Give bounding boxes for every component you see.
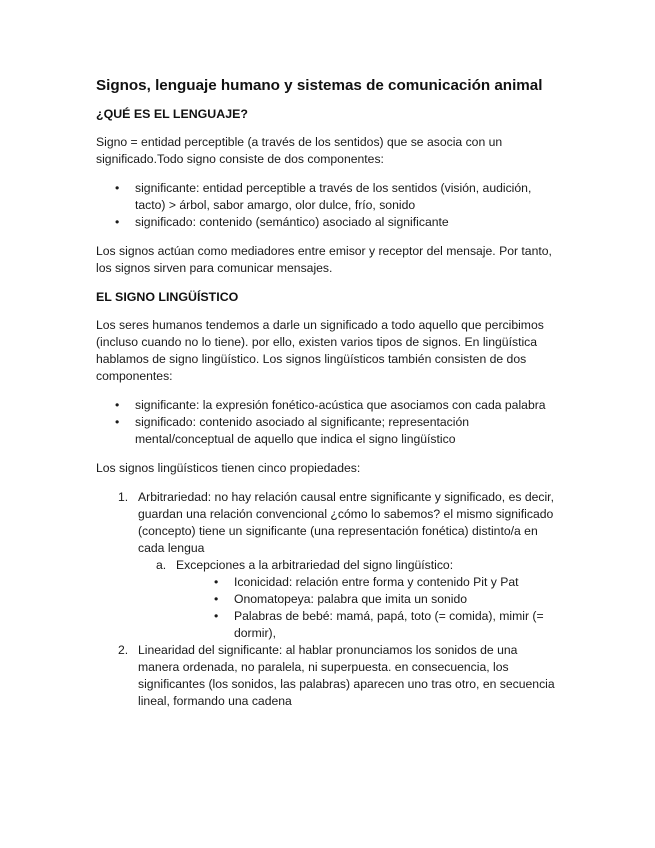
bullet-list-componentes-linguisticos [96,397,561,448]
list-item-text: significante: la expresión fonético-acústica que asociamos con cada palabra [135,398,546,412]
list-item-text: Excepciones a la arbitrariedad del signo lingüístico: [176,558,454,572]
list-item [115,414,561,448]
bullet-icon: • [115,398,120,412]
section-heading-signo-linguistico: EL SIGNO LINGÜÍSTICO [96,290,239,304]
bullet-icon: • [214,592,219,606]
list-item [156,557,561,642]
list-item-text: Onomatopeya: palabra que imita un sonido [234,592,468,606]
bullet-icon: • [115,181,120,195]
section-heading-lenguaje: ¿QUÉ ES EL LENGUAJE? [96,107,248,121]
list-item-text: Linearidad del significante: al hablar pronunciamos los sonidos de una manera ordenada, no paralela, ni superpuesta. en consecuencia, los significantes (los sonidos, las palabras) aparecen uno tras otro, en secuencia lineal, formando una cadena [138,643,555,708]
paragraph-signo-definicion: Signo = entidad perceptible (a través de los sentidos) que se asocia con un significado.Todo signo consiste de dos componentes: [96,135,503,166]
list-item-text: Palabras de bebé: mamá, papá, toto (= comida), mimir (= dormir), [234,609,544,640]
list-number: 1. [118,490,129,504]
list-item [214,574,561,591]
list-number: 2. [118,643,129,657]
list-item-text: significado: contenido asociado al significante; representación mental/conceptual de aquello que indica el signo lingüístico [135,415,470,446]
bullet-icon: • [214,575,219,589]
bullet-icon: • [115,415,120,429]
list-item-linearidad [118,642,561,710]
list-item [214,608,561,642]
deep-bullet-list [176,574,561,642]
list-item-text: significante: entidad perceptible a través de los sentidos (visión, audición, tacto) > árbol, sabor amargo, olor dulce, frío, sonido [135,181,532,212]
sub-list-excepciones [138,557,561,642]
paragraph-propiedades-intro: Los signos lingüísticos tienen cinco propiedades: [96,461,361,475]
list-item [214,591,561,608]
list-letter: a. [156,558,167,572]
numbered-list-propiedades [96,489,561,710]
bullet-icon: • [214,609,219,623]
bullet-icon: • [115,215,120,229]
paragraph-seres-humanos: Los seres humanos tendemos a darle un significado a todo aquello que percibimos (incluso cuando no lo tiene). por ello, existen varios tipos de signos. En lingüística hablamos de signo lingüístico. Los signos lingüísticos también consisten de dos componentes: [96,318,544,383]
list-item-text: Iconicidad: relación entre forma y contenido Pit y Pat [234,575,519,589]
bullet-list-componentes [96,180,561,231]
paragraph-mediadores: Los signos actúan como mediadores entre emisor y receptor del mensaje. Por tanto, los signos sirven para comunicar mensajes. [96,244,552,275]
list-item [115,397,561,414]
document-page [96,76,561,710]
list-item [115,214,561,231]
list-item [115,180,561,214]
list-item-arbitrariedad [118,489,561,642]
document-title: Signos, lenguaje humano y sistemas de comunicación animal [96,77,543,94]
list-item-text: Arbitrariedad: no hay relación causal entre significante y significado, es decir, guardan una relación convencional ¿cómo lo sabemos? el mismo significado (concepto) tiene un significante (una representación fonética) distinto/a en cada lengua [138,490,554,555]
list-item-text: significado: contenido (semántico) asociado al significante [135,215,449,229]
